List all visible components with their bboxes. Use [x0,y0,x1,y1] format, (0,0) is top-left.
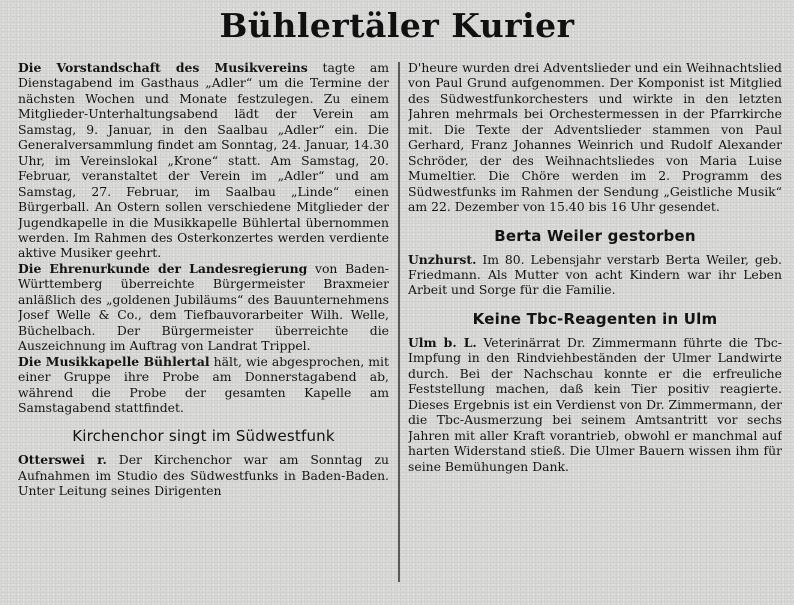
article-tbc-reagenten [408,335,782,474]
article-lead: Die Vorstandschaft des Musikvereins [18,60,308,75]
article-musikkapelle [18,354,389,416]
column-divider [398,62,400,582]
left-column [18,60,389,588]
article-body: hält, wie abgesprochen, mit einer Gruppe ihre Probe am Donnerstagabend ab, während die Probe der gesamten Kapelle am Samstagabend stattfindet. [18,353,389,415]
article-body: Veterinärrat Dr. Zimmermann führte die Tbc-Impfung in den Rindviehbeständen der Ulmer Landwirte durch. Bei der Nachschau konnte er die erfreuliche Feststellung machen, daß kein Tier positiv reagierte. Dieses Ergebnis ist ein Verdienst von Dr. Zimmermann, der die Tbc-Ausmerzung bei seinem Amtsantritt vor sechs Jahren mit aller Kraft vorantrieb, obwohl er manchmal auf harten Widerstand stieß. Die Ulmer Bauern wissen ihm für seine Bemühungen Dank. [408,334,782,474]
headline-kirchenchor: Kirchenchor singt im Südwestfunk [72,427,335,446]
article-musikverein [18,60,389,261]
newspaper-masthead: Bühlertäler Kurier [219,6,575,45]
dateline: Otterswei r. [18,452,107,468]
article-body: tagte am Dienstagabend im Gasthaus „Adler“ um die Termine der nächsten Wochen und Monate festzulegen. Zu einem Mitglieder-Unterhaltungsabend lädt der Verein am Samstag, 9. Januar, in den Saalbau „Adler“ ein. Die Generalversammlung findet am Sonntag, 24. Januar, 14.30 Uhr, im Vereinslokal „Krone“ statt. Am Samstag, 20. Februar, veranstaltet der Verein im „Adler“ und am Samstag, 27. Februar, im Saalbau „Linde“ einen Bürgerball. An Ostern sollen verschiedene Mitglieder der Jugendkapelle in die Musikkapelle Bühlertal übernommen werden. Im Rahmen des Osterkonzertes werden verdiente aktive Musiker geehrt. [18,60,389,261]
article-berta-weiler [408,252,782,298]
article-kirchenchor [18,452,389,498]
article-body: Der Kirchenchor war am Sonntag zu Aufnahmen im Studio des Südwestfunks in Baden-Baden. Unter Leitung seines Dirigenten [18,452,389,499]
article-lead: Die Musikkapelle Bühlertal [18,353,210,369]
article-ehrenurkunde [18,261,389,354]
dateline: Ulm b. L. [408,334,477,350]
article-kirchenchor-continued: D'heure wurden drei Adventslieder und ein Weihnachtslied von Paul Grund aufgenommen. Der Komponist ist Mitglied des Südwestfunkorchesters und wirkte in den letzten Jahren mehrmals bei Orchestermessen in der Pfarrkirche mit. Die Texte der Adventslieder stammen von Paul Gerhard, Franz Johannes Weinrich und Rudolf Alexander Schröder, der des Weihnachtsliedes von Maria Luise Mumeltier. Die Chöre werden im 2. Programm des Südwestfunks im Rahmen der Sendung „Geistliche Musik“ am 22. Dezember von 15.40 bis 16 Uhr gesendet. [408,60,782,215]
headline-berta-weiler: Berta Weiler gestorben [494,226,696,245]
right-column [408,60,782,588]
headline-tbc-reagenten: Keine Tbc-Reagenten in Ulm [472,309,718,328]
article-lead: Die Ehrenurkunde der Landesregierung [18,260,308,276]
dateline: Unzhurst. [408,251,477,267]
article-body: Im 80. Lebensjahr verstarb Berta Weiler, geb. Friedmann. Als Mutter von acht Kindern war ihr Leben Arbeit und Sorge für die Familie. [408,251,782,298]
article-body: von Baden-Württemberg überreichte Bürgermeister Braxmeier anläßlich des „goldenen Jubiläums“ des Bauunternehmens Josef Welle & Co., dem Tiefbauvorarbeiter Wilh. Welle, Büchelbach. Der Bürgermeister überreichte die Auszeichnung im Auftrag von Landrat Trippel. [18,260,389,354]
